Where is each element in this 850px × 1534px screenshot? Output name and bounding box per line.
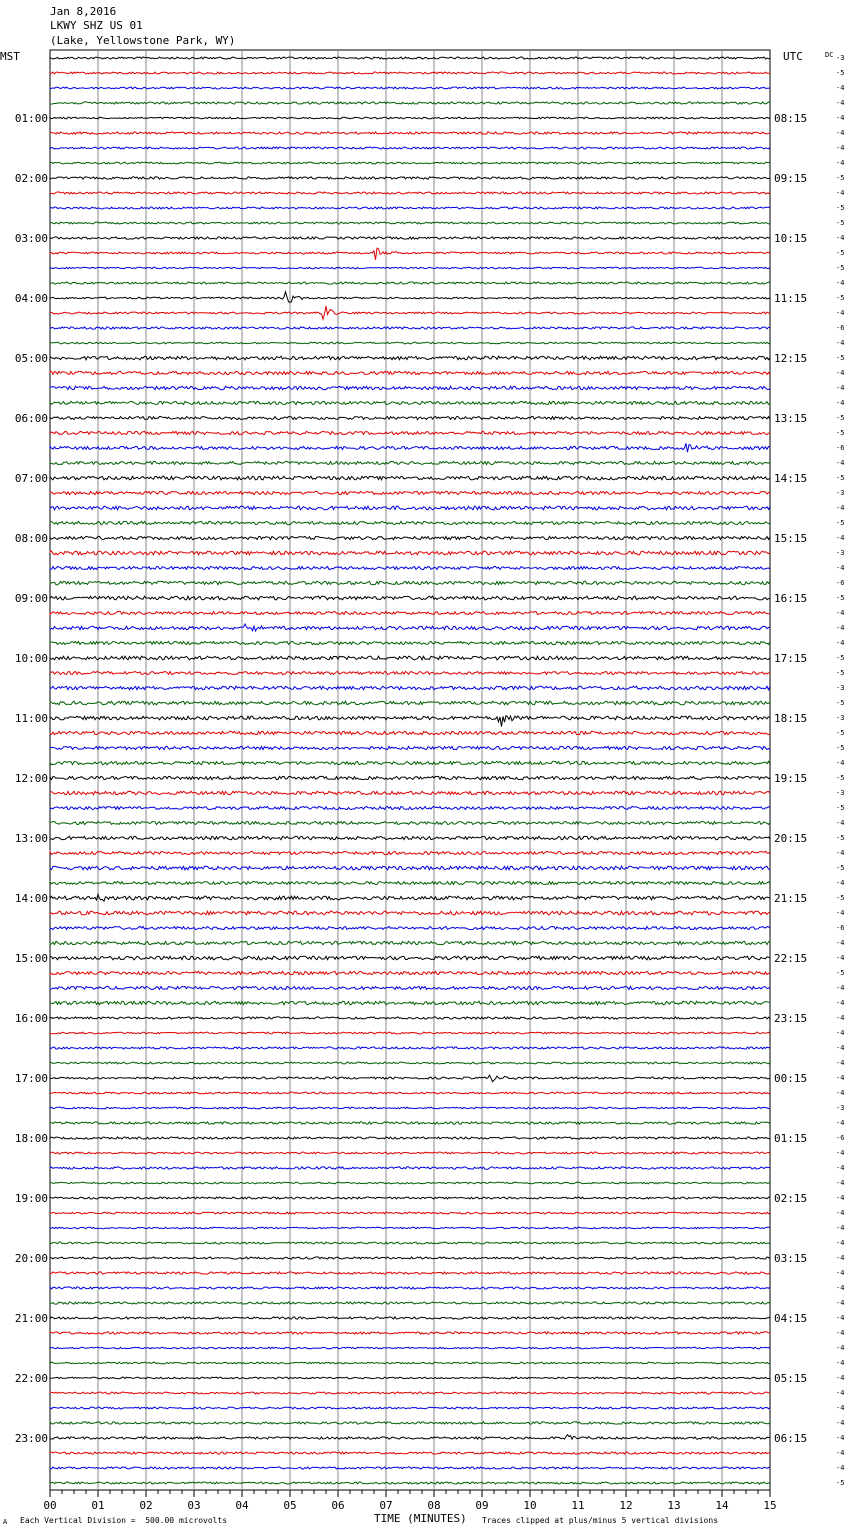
trace-line (50, 1242, 770, 1244)
trace-line (50, 1075, 770, 1082)
trace-line (50, 342, 770, 344)
right-hour-label: 22:15 (774, 952, 808, 965)
trace-offset-label: -4 (836, 984, 845, 992)
right-hour-label: 03:15 (774, 1252, 808, 1265)
trace-offset-label: -6 (836, 579, 845, 587)
x-tick-label: 14 (715, 1499, 729, 1512)
trace-offset-label: -4 (836, 129, 845, 137)
trace-line (50, 177, 770, 179)
trace-offset-label: -5 (836, 774, 845, 782)
left-hour-label: 02:00 (14, 172, 48, 185)
left-hour-label: 08:00 (14, 532, 48, 545)
trace-line (50, 1227, 770, 1229)
vertical-scale-note: Each Vertical Division = 500.00 microvolts (20, 1516, 228, 1525)
trace-line (50, 443, 770, 452)
trace-line (50, 431, 770, 434)
x-tick-label: 15 (763, 1499, 777, 1512)
trace-line (50, 87, 770, 89)
trace-offset-label: -3 (836, 789, 845, 797)
trace-line (50, 1317, 770, 1319)
trace-line (50, 641, 770, 644)
trace-offset-label: -4 (836, 459, 845, 467)
trace-offset-label: -4 (836, 639, 845, 647)
right-hour-label: 04:15 (774, 1312, 808, 1325)
trace-line (50, 911, 770, 915)
trace-line (50, 1047, 770, 1049)
trace-offset-label: -4 (836, 339, 845, 347)
x-tick-label: 08 (427, 1499, 441, 1512)
trace-line (50, 836, 770, 839)
trace-line (50, 117, 770, 119)
trace-line (50, 1272, 770, 1274)
trace-offset-label: -5 (836, 969, 845, 977)
trace-line (50, 1197, 770, 1199)
trace-offset-label: -4 (836, 144, 845, 152)
trace-line (50, 192, 770, 194)
trace-line (50, 624, 770, 631)
trace-line (50, 506, 770, 510)
trace-line (50, 807, 770, 810)
trace-offset-label: -4 (836, 1329, 845, 1337)
right-hour-label: 19:15 (774, 772, 808, 785)
trace-offset-label: -4 (836, 369, 845, 377)
trace-line (50, 701, 770, 705)
trace-line (50, 851, 770, 854)
trace-offset-label: -4 (836, 1419, 845, 1427)
trace-line (50, 672, 770, 675)
trace-offset-label: -4 (836, 1239, 845, 1247)
right-hour-label: 01:15 (774, 1132, 808, 1145)
trace-offset-label: -4 (836, 534, 845, 542)
trace-offset-label: -4 (836, 909, 845, 917)
left-hour-label: 20:00 (14, 1252, 48, 1265)
trace-line (50, 1137, 770, 1139)
trace-line (50, 1092, 770, 1094)
trace-line (50, 292, 770, 303)
right-timezone-label: UTC (783, 50, 803, 63)
right-hour-label: 14:15 (774, 472, 808, 485)
trace-line (50, 491, 770, 494)
trace-offset-label: -4 (836, 159, 845, 167)
x-tick-label: 00 (43, 1499, 57, 1512)
trace-line (50, 1347, 770, 1349)
right-hour-label: 02:15 (774, 1192, 808, 1205)
left-hour-label: 04:00 (14, 292, 48, 305)
trace-offset-label: -4 (836, 1089, 845, 1097)
trace-line (50, 596, 770, 600)
corner-mark: A (3, 1518, 8, 1526)
trace-offset-label: -4 (836, 1164, 845, 1172)
trace-offset-label: -5 (836, 264, 845, 272)
trace-line (50, 656, 770, 660)
trace-offset-label: -4 (836, 879, 845, 887)
trace-offset-label: -3 (836, 714, 845, 722)
x-tick-label: 05 (283, 1499, 297, 1512)
trace-offset-label: -4 (836, 1344, 845, 1352)
trace-offset-label: -5 (836, 204, 845, 212)
trace-line (50, 102, 770, 104)
x-tick-label: 02 (139, 1499, 153, 1512)
trace-offset-label: -4 (836, 504, 845, 512)
left-hour-label: 22:00 (14, 1372, 48, 1385)
trace-line (50, 567, 770, 570)
left-hour-label: 21:00 (14, 1312, 48, 1325)
trace-offset-label: -4 (836, 1074, 845, 1082)
trace-line (50, 1435, 770, 1440)
right-hour-label: 20:15 (774, 832, 808, 845)
trace-offset-label: -6 (836, 444, 845, 452)
x-tick-label: 12 (619, 1499, 633, 1512)
trace-line (50, 821, 770, 824)
trace-line (50, 776, 770, 779)
trace-offset-label: -6 (836, 324, 845, 332)
trace-line (50, 716, 770, 727)
trace-offset-label: -5 (836, 864, 845, 872)
trace-line (50, 536, 770, 539)
left-hour-label: 17:00 (14, 1072, 48, 1085)
trace-line (50, 761, 770, 764)
trace-offset-label: -4 (836, 609, 845, 617)
left-timezone-label: MST (0, 50, 20, 63)
x-tick-label: 06 (331, 1499, 345, 1512)
trace-line (50, 222, 770, 224)
right-hour-label: 18:15 (774, 712, 808, 725)
trace-offset-label: -4 (836, 309, 845, 317)
trace-offset-label: -4 (836, 1389, 845, 1397)
trace-offset-label: -4 (836, 384, 845, 392)
right-hour-label: 17:15 (774, 652, 808, 665)
trace-offset-label: -4 (836, 1449, 845, 1457)
trace-line (50, 956, 770, 960)
trace-line (50, 248, 770, 260)
trace-line (50, 461, 770, 464)
trace-line (50, 386, 770, 389)
x-tick-label: 03 (187, 1499, 201, 1512)
trace-offset-label: -4 (836, 1284, 845, 1292)
trace-line (50, 1122, 770, 1124)
station-code: LKWY SHZ US 01 (50, 19, 143, 32)
right-hour-label: 10:15 (774, 232, 808, 245)
trace-offset-label: -4 (836, 1299, 845, 1307)
trace-line (50, 731, 770, 734)
x-tick-label: 04 (235, 1499, 249, 1512)
trace-line (50, 207, 770, 209)
x-tick-label: 13 (667, 1499, 681, 1512)
right-hour-label: 05:15 (774, 1372, 808, 1385)
x-tick-label: 01 (91, 1499, 105, 1512)
trace-offset-label: -5 (836, 1479, 845, 1487)
trace-line (50, 1482, 770, 1484)
trace-offset-label: -5 (836, 804, 845, 812)
trace-line (50, 746, 770, 749)
trace-offset-label: -4 (836, 99, 845, 107)
clipping-note: Traces clipped at plus/minus 5 vertical divisions (482, 1516, 719, 1525)
trace-line (50, 1332, 770, 1334)
trace-offset-label: -4 (836, 399, 845, 407)
trace-offset-label: -5 (836, 594, 845, 602)
trace-offset-label: -3 (836, 489, 845, 497)
left-hour-label: 15:00 (14, 952, 48, 965)
trace-line (50, 476, 770, 480)
trace-offset-label: -4 (836, 849, 845, 857)
trace-line (50, 866, 770, 870)
trace-line (50, 1182, 770, 1184)
chart-date: Jan 8,2016 (50, 5, 117, 18)
trace-offset-label: -4 (836, 279, 845, 287)
trace-offset-label: -4 (836, 1014, 845, 1022)
left-hour-label: 05:00 (14, 352, 48, 365)
left-hour-label: 01:00 (14, 112, 48, 125)
trace-offset-label: -4 (836, 189, 845, 197)
trace-line (50, 686, 770, 690)
left-hour-label: 11:00 (14, 712, 48, 725)
left-hour-label: 03:00 (14, 232, 48, 245)
dc-label: DC (825, 51, 834, 59)
trace-offset-label: -5 (836, 729, 845, 737)
trace-offset-label: -3 (836, 54, 845, 62)
trace-offset-label: -4 (836, 1464, 845, 1472)
trace-line (50, 941, 770, 944)
trace-offset-label: -3 (836, 684, 845, 692)
trace-line (50, 1452, 770, 1454)
trace-offset-label: -5 (836, 894, 845, 902)
left-hour-label: 09:00 (14, 592, 48, 605)
trace-offset-label: -4 (836, 564, 845, 572)
left-hour-label: 18:00 (14, 1132, 48, 1145)
trace-offset-label: -5 (836, 219, 845, 227)
left-hour-label: 06:00 (14, 412, 48, 425)
left-hour-label: 07:00 (14, 472, 48, 485)
trace-line (50, 882, 770, 885)
trace-line (50, 1407, 770, 1409)
x-tick-label: 10 (523, 1499, 537, 1512)
trace-offset-label: -4 (836, 1209, 845, 1217)
right-hour-label: 11:15 (774, 292, 808, 305)
trace-line (50, 1377, 770, 1379)
trace-offset-label: -4 (836, 1029, 845, 1037)
trace-line (50, 1107, 770, 1109)
right-hour-label: 16:15 (774, 592, 808, 605)
trace-offset-label: -4 (836, 1269, 845, 1277)
trace-offset-label: -5 (836, 294, 845, 302)
trace-offset-label: -5 (836, 354, 845, 362)
trace-line (50, 926, 770, 929)
trace-line (50, 401, 770, 404)
trace-offset-label: -4 (836, 954, 845, 962)
trace-offset-label: -4 (836, 1434, 845, 1442)
trace-offset-label: -4 (836, 234, 845, 242)
trace-line (50, 1302, 770, 1304)
trace-line (50, 1062, 770, 1064)
trace-line (50, 57, 770, 59)
right-hour-label: 06:15 (774, 1432, 808, 1445)
trace-line (50, 1152, 770, 1154)
trace-offset-label: -4 (836, 939, 845, 947)
trace-offset-label: -5 (836, 429, 845, 437)
trace-offset-label: -6 (836, 1134, 845, 1142)
trace-offset-label: -4 (836, 1044, 845, 1052)
trace-line (50, 371, 770, 374)
trace-offset-label: -5 (836, 174, 845, 182)
left-hour-label: 12:00 (14, 772, 48, 785)
left-hour-label: 13:00 (14, 832, 48, 845)
left-hour-label: 14:00 (14, 892, 48, 905)
trace-line (50, 1467, 770, 1469)
trace-line (50, 267, 770, 269)
left-hour-label: 16:00 (14, 1012, 48, 1025)
trace-offset-label: -4 (836, 1194, 845, 1202)
trace-offset-label: -4 (836, 84, 845, 92)
trace-offset-label: -5 (836, 744, 845, 752)
trace-line (50, 327, 770, 329)
trace-line (50, 791, 770, 794)
trace-offset-label: -4 (836, 819, 845, 827)
trace-offset-label: -4 (836, 1059, 845, 1067)
trace-offset-label: -5 (836, 519, 845, 527)
trace-line (50, 237, 770, 239)
trace-line (50, 1257, 770, 1259)
trace-line (50, 551, 770, 555)
trace-line (50, 1362, 770, 1364)
trace-line (50, 521, 770, 524)
trace-offset-label: -5 (836, 699, 845, 707)
trace-line (50, 306, 770, 319)
trace-line (50, 612, 770, 615)
x-tick-label: 07 (379, 1499, 393, 1512)
right-hour-label: 09:15 (774, 172, 808, 185)
trace-offset-label: -4 (836, 1359, 845, 1367)
trace-line (50, 894, 770, 901)
trace-offset-label: -4 (836, 624, 845, 632)
trace-offset-label: -4 (836, 999, 845, 1007)
station-location: (Lake, Yellowstone Park, WY) (50, 34, 236, 47)
trace-offset-label: -5 (836, 414, 845, 422)
trace-line (50, 1392, 770, 1394)
trace-line (50, 986, 770, 989)
left-hour-label: 10:00 (14, 652, 48, 665)
trace-offset-label: -4 (836, 1404, 845, 1412)
trace-offset-label: -4 (836, 114, 845, 122)
trace-line (50, 1212, 770, 1214)
trace-offset-label: -3 (836, 549, 845, 557)
trace-offset-label: -3 (836, 1104, 845, 1112)
trace-offset-label: -4 (836, 1224, 845, 1232)
x-tick-label: 11 (571, 1499, 585, 1512)
trace-line (50, 971, 770, 974)
right-hour-label: 12:15 (774, 352, 808, 365)
trace-offset-label: -5 (836, 69, 845, 77)
right-hour-label: 13:15 (774, 412, 808, 425)
trace-offset-label: -6 (836, 924, 845, 932)
trace-offset-label: -5 (836, 834, 845, 842)
trace-offset-label: -5 (836, 474, 845, 482)
right-hour-label: 23:15 (774, 1012, 808, 1025)
right-hour-label: 08:15 (774, 112, 808, 125)
trace-offset-label: -4 (836, 1179, 845, 1187)
trace-offset-label: -4 (836, 1254, 845, 1262)
trace-line (50, 1287, 770, 1289)
trace-offset-label: -4 (836, 759, 845, 767)
right-hour-label: 21:15 (774, 892, 808, 905)
trace-offset-label: -4 (836, 1314, 845, 1322)
trace-line (50, 581, 770, 584)
trace-line (50, 356, 770, 360)
left-hour-label: 23:00 (14, 1432, 48, 1445)
right-hour-label: 00:15 (774, 1072, 808, 1085)
trace-offset-label: -5 (836, 654, 845, 662)
trace-line (50, 162, 770, 164)
right-hour-label: 15:15 (774, 532, 808, 545)
trace-line (50, 417, 770, 420)
trace-line (50, 147, 770, 149)
trace-line (50, 72, 770, 74)
trace-line (50, 1001, 770, 1005)
trace-line (50, 282, 770, 284)
left-hour-label: 19:00 (14, 1192, 48, 1205)
trace-offset-label: -4 (836, 1374, 845, 1382)
trace-offset-label: -5 (836, 249, 845, 257)
trace-line (50, 1032, 770, 1034)
trace-offset-label: -5 (836, 669, 845, 677)
x-tick-label: 09 (475, 1499, 489, 1512)
trace-line (50, 1422, 770, 1424)
trace-line (50, 1167, 770, 1169)
trace-line (50, 1017, 770, 1019)
trace-offset-label: -4 (836, 1119, 845, 1127)
trace-line (50, 132, 770, 134)
trace-offset-label: -4 (836, 1149, 845, 1157)
x-axis-title: TIME (MINUTES) (374, 1512, 467, 1525)
